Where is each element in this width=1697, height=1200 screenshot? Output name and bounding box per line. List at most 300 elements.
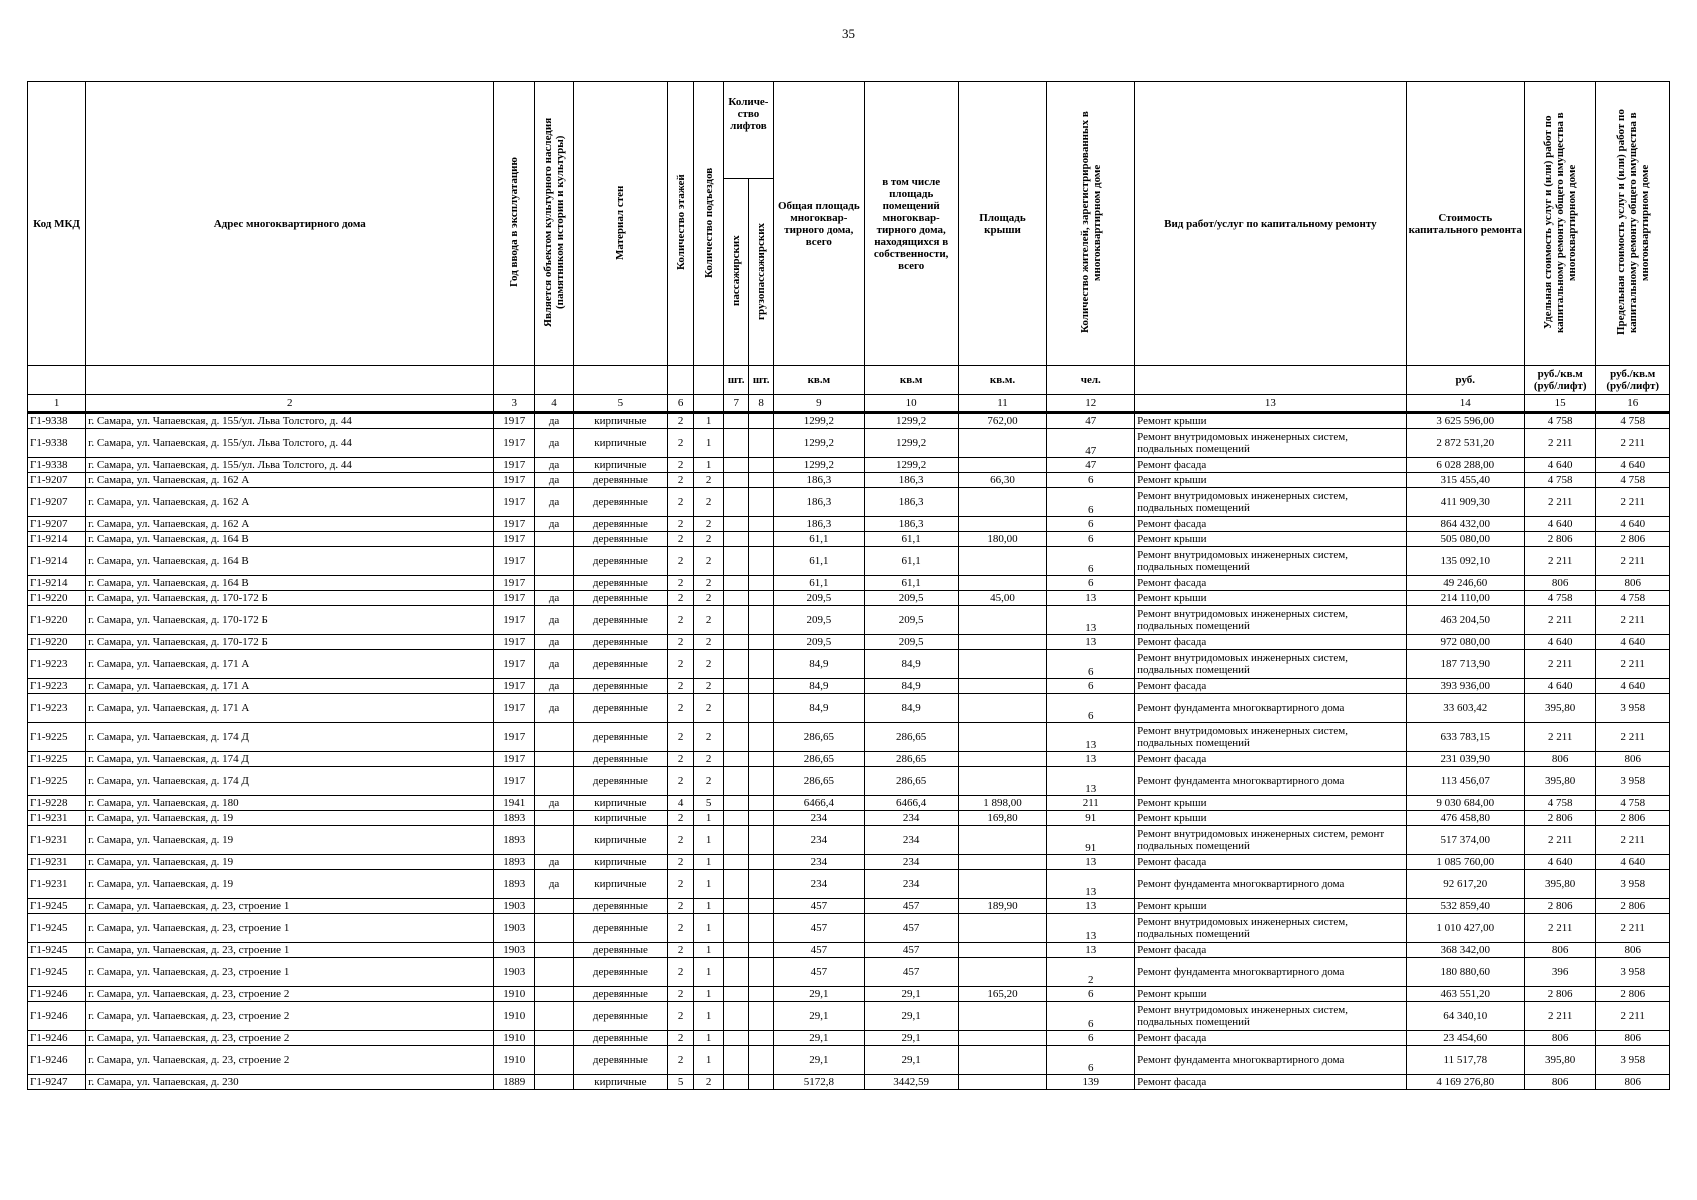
cell-roof-area: 169,80 bbox=[958, 811, 1047, 826]
cell-heritage: да bbox=[535, 488, 574, 517]
cell-residents: 91 bbox=[1047, 811, 1135, 826]
header-lifts-passenger: пассажирских bbox=[723, 179, 749, 366]
cell-residents: 139 bbox=[1047, 1075, 1135, 1090]
cell-limit-cost: 2 806 bbox=[1596, 987, 1670, 1002]
cell-work-type: Ремонт фасада bbox=[1135, 855, 1406, 870]
cell-address: г. Самара, ул. Чапаевская, д. 174 Д bbox=[86, 767, 494, 796]
cell-unit-cost: 806 bbox=[1524, 752, 1595, 767]
cell-cost: 1 010 427,00 bbox=[1406, 914, 1524, 943]
cell-lifts-passenger bbox=[723, 458, 749, 473]
cell-unit-cost: 2 211 bbox=[1524, 547, 1595, 576]
cell-code: Г1-9225 bbox=[28, 723, 86, 752]
cell-total-area: 209,5 bbox=[773, 606, 864, 635]
cell-entrances: 1 bbox=[694, 958, 724, 987]
cell-total-area: 186,3 bbox=[773, 473, 864, 488]
header-total-area: Общая площадь многоквар-тирного дома, всего bbox=[773, 82, 864, 366]
cell-total-area: 1299,2 bbox=[773, 429, 864, 458]
header-floors: Количество этажей bbox=[667, 82, 694, 366]
cell-lifts-passenger bbox=[723, 429, 749, 458]
cell-heritage: да bbox=[535, 679, 574, 694]
column-number: 12 bbox=[1047, 395, 1135, 413]
cell-address: г. Самара, ул. Чапаевская, д. 23, строение 1 bbox=[86, 899, 494, 914]
cell-cost: 393 936,00 bbox=[1406, 679, 1524, 694]
cell-unit-cost: 4 758 bbox=[1524, 473, 1595, 488]
cell-lifts-freight bbox=[749, 517, 773, 532]
unit-wall bbox=[573, 366, 667, 395]
cell-roof-area bbox=[958, 650, 1047, 679]
cell-code: Г1-9338 bbox=[28, 458, 86, 473]
cell-heritage bbox=[535, 1031, 574, 1046]
cell-unit-cost: 806 bbox=[1524, 1031, 1595, 1046]
cell-code: Г1-9338 bbox=[28, 429, 86, 458]
unit-floors bbox=[667, 366, 694, 395]
cell-cost: 214 110,00 bbox=[1406, 591, 1524, 606]
cell-limit-cost: 806 bbox=[1596, 1075, 1670, 1090]
unit-lifts-passenger: шт. bbox=[723, 366, 749, 395]
cell-entrances: 2 bbox=[694, 473, 724, 488]
cell-code: Г1-9220 bbox=[28, 606, 86, 635]
cell-roof-area bbox=[958, 1046, 1047, 1075]
cell-work-type: Ремонт фундамента многоквартирного дома bbox=[1135, 1046, 1406, 1075]
header-roof-area: Площадь крыши bbox=[958, 82, 1047, 366]
cell-year: 1893 bbox=[494, 826, 535, 855]
cell-work-type: Ремонт фасада bbox=[1135, 458, 1406, 473]
cell-address: г. Самара, ул. Чапаевская, д. 174 Д bbox=[86, 723, 494, 752]
cell-heritage bbox=[535, 723, 574, 752]
cell-total-area: 286,65 bbox=[773, 723, 864, 752]
cell-year: 1903 bbox=[494, 943, 535, 958]
column-number: 15 bbox=[1524, 395, 1595, 413]
cell-residents: 47 bbox=[1047, 413, 1135, 429]
cell-address: г. Самара, ул. Чапаевская, д. 23, строение 2 bbox=[86, 1002, 494, 1031]
cell-work-type: Ремонт фасада bbox=[1135, 679, 1406, 694]
cell-unit-cost: 806 bbox=[1524, 943, 1595, 958]
cell-code: Г1-9223 bbox=[28, 650, 86, 679]
cell-roof-area bbox=[958, 547, 1047, 576]
cell-roof-area bbox=[958, 767, 1047, 796]
cell-heritage bbox=[535, 899, 574, 914]
cell-roof-area bbox=[958, 826, 1047, 855]
cell-floors: 4 bbox=[667, 796, 694, 811]
cell-lifts-passenger bbox=[723, 723, 749, 752]
cell-cost: 9 030 684,00 bbox=[1406, 796, 1524, 811]
cell-residents: 211 bbox=[1047, 796, 1135, 811]
cell-address: г. Самара, ул. Чапаевская, д. 23, строение 1 bbox=[86, 958, 494, 987]
cell-heritage: да bbox=[535, 606, 574, 635]
cell-heritage bbox=[535, 1002, 574, 1031]
cell-work-type: Ремонт фасада bbox=[1135, 943, 1406, 958]
table-row bbox=[28, 606, 1670, 635]
cell-limit-cost: 4 640 bbox=[1596, 517, 1670, 532]
cell-cost: 864 432,00 bbox=[1406, 517, 1524, 532]
cell-year: 1917 bbox=[494, 517, 535, 532]
unit-address bbox=[86, 366, 494, 395]
cell-lifts-passenger bbox=[723, 855, 749, 870]
cell-limit-cost: 2 211 bbox=[1596, 547, 1670, 576]
cell-floors: 2 bbox=[667, 635, 694, 650]
cell-owned-area: 457 bbox=[864, 943, 958, 958]
table-row bbox=[28, 488, 1670, 517]
cell-wall: деревянные bbox=[573, 547, 667, 576]
cell-code: Г1-9223 bbox=[28, 679, 86, 694]
cell-owned-area: 29,1 bbox=[864, 1031, 958, 1046]
cell-year: 1893 bbox=[494, 870, 535, 899]
cell-lifts-passenger bbox=[723, 870, 749, 899]
cell-lifts-passenger bbox=[723, 547, 749, 576]
cell-year: 1917 bbox=[494, 679, 535, 694]
cell-work-type: Ремонт внутридомовых инженерных систем, подвальных помещений bbox=[1135, 1002, 1406, 1031]
cell-unit-cost: 396 bbox=[1524, 958, 1595, 987]
cell-entrances: 1 bbox=[694, 1002, 724, 1031]
cell-cost: 2 872 531,20 bbox=[1406, 429, 1524, 458]
cell-total-area: 286,65 bbox=[773, 767, 864, 796]
cell-limit-cost: 2 211 bbox=[1596, 914, 1670, 943]
cell-year: 1917 bbox=[494, 635, 535, 650]
cell-lifts-passenger bbox=[723, 1046, 749, 1075]
cell-cost: 11 517,78 bbox=[1406, 1046, 1524, 1075]
cell-owned-area: 61,1 bbox=[864, 547, 958, 576]
cell-heritage bbox=[535, 914, 574, 943]
cell-floors: 2 bbox=[667, 958, 694, 987]
cell-year: 1917 bbox=[494, 767, 535, 796]
table-row bbox=[28, 1031, 1670, 1046]
cell-code: Г1-9207 bbox=[28, 473, 86, 488]
column-number: 3 bbox=[494, 395, 535, 413]
cell-work-type: Ремонт крыши bbox=[1135, 591, 1406, 606]
cell-year: 1903 bbox=[494, 899, 535, 914]
unit-work-type bbox=[1135, 366, 1406, 395]
cell-unit-cost: 395,80 bbox=[1524, 767, 1595, 796]
cell-limit-cost: 806 bbox=[1596, 1031, 1670, 1046]
cell-roof-area bbox=[958, 576, 1047, 591]
cell-heritage: да bbox=[535, 650, 574, 679]
cell-cost: 135 092,10 bbox=[1406, 547, 1524, 576]
cell-address: г. Самара, ул. Чапаевская, д. 171 А bbox=[86, 650, 494, 679]
cell-residents: 13 bbox=[1047, 767, 1135, 796]
table-row bbox=[28, 1002, 1670, 1031]
cell-residents: 6 bbox=[1047, 488, 1135, 517]
unit-limit-cost: руб./кв.м (руб/лифт) bbox=[1596, 366, 1670, 395]
table-row bbox=[28, 958, 1670, 987]
cell-wall: деревянные bbox=[573, 650, 667, 679]
cell-residents: 6 bbox=[1047, 576, 1135, 591]
cell-year: 1910 bbox=[494, 987, 535, 1002]
cell-year: 1917 bbox=[494, 473, 535, 488]
cell-roof-area bbox=[958, 517, 1047, 532]
cell-total-area: 61,1 bbox=[773, 532, 864, 547]
cell-entrances: 2 bbox=[694, 576, 724, 591]
cell-work-type: Ремонт внутридомовых инженерных систем, подвальных помещений bbox=[1135, 429, 1406, 458]
cell-code: Г1-9231 bbox=[28, 870, 86, 899]
cell-lifts-freight bbox=[749, 635, 773, 650]
column-number: 2 bbox=[86, 395, 494, 413]
cell-lifts-freight bbox=[749, 547, 773, 576]
cell-lifts-passenger bbox=[723, 752, 749, 767]
cell-lifts-freight bbox=[749, 606, 773, 635]
cell-total-area: 5172,8 bbox=[773, 1075, 864, 1090]
cell-year: 1917 bbox=[494, 532, 535, 547]
table-row bbox=[28, 987, 1670, 1002]
cell-unit-cost: 806 bbox=[1524, 576, 1595, 591]
table-row bbox=[28, 532, 1670, 547]
cell-wall: кирпичные bbox=[573, 826, 667, 855]
cell-floors: 2 bbox=[667, 767, 694, 796]
cell-code: Г1-9247 bbox=[28, 1075, 86, 1090]
cell-lifts-passenger bbox=[723, 1031, 749, 1046]
cell-wall: деревянные bbox=[573, 1002, 667, 1031]
cell-address: г. Самара, ул. Чапаевская, д. 162 А bbox=[86, 517, 494, 532]
cell-year: 1917 bbox=[494, 650, 535, 679]
cell-entrances: 5 bbox=[694, 796, 724, 811]
cell-residents: 13 bbox=[1047, 943, 1135, 958]
unit-owned-area: кв.м bbox=[864, 366, 958, 395]
cell-unit-cost: 2 806 bbox=[1524, 532, 1595, 547]
cell-wall: деревянные bbox=[573, 635, 667, 650]
cell-total-area: 84,9 bbox=[773, 694, 864, 723]
cell-total-area: 234 bbox=[773, 870, 864, 899]
table-row bbox=[28, 458, 1670, 473]
cell-residents: 6 bbox=[1047, 547, 1135, 576]
cell-heritage bbox=[535, 576, 574, 591]
cell-unit-cost: 2 211 bbox=[1524, 488, 1595, 517]
cell-code: Г1-9245 bbox=[28, 899, 86, 914]
cell-wall: деревянные bbox=[573, 752, 667, 767]
cell-cost: 972 080,00 bbox=[1406, 635, 1524, 650]
table-row bbox=[28, 413, 1670, 429]
cell-owned-area: 457 bbox=[864, 958, 958, 987]
cell-address: г. Самара, ул. Чапаевская, д. 164 В bbox=[86, 547, 494, 576]
cell-limit-cost: 3 958 bbox=[1596, 1046, 1670, 1075]
cell-residents: 6 bbox=[1047, 532, 1135, 547]
cell-work-type: Ремонт крыши bbox=[1135, 811, 1406, 826]
cell-code: Г1-9223 bbox=[28, 694, 86, 723]
cell-entrances: 1 bbox=[694, 1046, 724, 1075]
cell-work-type: Ремонт внутридомовых инженерных систем, подвальных помещений bbox=[1135, 650, 1406, 679]
cell-total-area: 457 bbox=[773, 899, 864, 914]
cell-floors: 2 bbox=[667, 855, 694, 870]
header-residents: Количество жителей, зарегистрированных в многоквартирном доме bbox=[1047, 82, 1135, 366]
cell-residents: 13 bbox=[1047, 752, 1135, 767]
cell-entrances: 2 bbox=[694, 591, 724, 606]
cell-floors: 2 bbox=[667, 899, 694, 914]
cell-year: 1941 bbox=[494, 796, 535, 811]
cell-code: Г1-9228 bbox=[28, 796, 86, 811]
cell-entrances: 2 bbox=[694, 547, 724, 576]
cell-year: 1910 bbox=[494, 1002, 535, 1031]
table-row bbox=[28, 591, 1670, 606]
cell-lifts-freight bbox=[749, 811, 773, 826]
cell-residents: 6 bbox=[1047, 1046, 1135, 1075]
cell-year: 1917 bbox=[494, 606, 535, 635]
cell-residents: 13 bbox=[1047, 606, 1135, 635]
cell-work-type: Ремонт фундамента многоквартирного дома bbox=[1135, 870, 1406, 899]
cell-residents: 6 bbox=[1047, 1002, 1135, 1031]
cell-total-area: 61,1 bbox=[773, 576, 864, 591]
cell-cost: 517 374,00 bbox=[1406, 826, 1524, 855]
cell-floors: 2 bbox=[667, 1031, 694, 1046]
cell-code: Г1-9246 bbox=[28, 987, 86, 1002]
cell-address: г. Самара, ул. Чапаевская, д. 23, строение 2 bbox=[86, 1046, 494, 1075]
cell-roof-area bbox=[958, 914, 1047, 943]
cell-residents: 2 bbox=[1047, 958, 1135, 987]
unit-entrances bbox=[694, 366, 724, 395]
cell-cost: 6 028 288,00 bbox=[1406, 458, 1524, 473]
cell-code: Г1-9245 bbox=[28, 958, 86, 987]
unit-cost: руб. bbox=[1406, 366, 1524, 395]
header-work-type: Вид работ/услуг по капитальному ремонту bbox=[1135, 82, 1406, 366]
cell-limit-cost: 2 211 bbox=[1596, 650, 1670, 679]
cell-heritage bbox=[535, 826, 574, 855]
cell-unit-cost: 4 640 bbox=[1524, 855, 1595, 870]
cell-roof-area bbox=[958, 488, 1047, 517]
table-row bbox=[28, 811, 1670, 826]
table-row bbox=[28, 517, 1670, 532]
table-row bbox=[28, 635, 1670, 650]
header-limit-cost: Предельная стоимость услуг и (или) работ по капитальному ремонту общего имущества в многоквартирном доме bbox=[1596, 82, 1670, 366]
cell-floors: 2 bbox=[667, 650, 694, 679]
cell-owned-area: 29,1 bbox=[864, 987, 958, 1002]
cell-owned-area: 84,9 bbox=[864, 650, 958, 679]
cell-heritage bbox=[535, 943, 574, 958]
cell-cost: 463 204,50 bbox=[1406, 606, 1524, 635]
cell-wall: деревянные bbox=[573, 987, 667, 1002]
cell-residents: 6 bbox=[1047, 679, 1135, 694]
cell-year: 1917 bbox=[494, 458, 535, 473]
cell-heritage: да bbox=[535, 517, 574, 532]
cell-address: г. Самара, ул. Чапаевская, д. 174 Д bbox=[86, 752, 494, 767]
cell-roof-area bbox=[958, 1075, 1047, 1090]
cell-lifts-passenger bbox=[723, 958, 749, 987]
cell-wall: кирпичные bbox=[573, 855, 667, 870]
cell-lifts-freight bbox=[749, 532, 773, 547]
cell-owned-area: 29,1 bbox=[864, 1002, 958, 1031]
cell-roof-area bbox=[958, 429, 1047, 458]
cell-address: г. Самара, ул. Чапаевская, д. 162 А bbox=[86, 488, 494, 517]
cell-cost: 92 617,20 bbox=[1406, 870, 1524, 899]
cell-address: г. Самара, ул. Чапаевская, д. 19 bbox=[86, 870, 494, 899]
unit-total-area: кв.м bbox=[773, 366, 864, 395]
cell-work-type: Ремонт крыши bbox=[1135, 987, 1406, 1002]
cell-lifts-freight bbox=[749, 473, 773, 488]
cell-entrances: 1 bbox=[694, 413, 724, 429]
cell-total-area: 6466,4 bbox=[773, 796, 864, 811]
unit-lifts-freight: шт. bbox=[749, 366, 773, 395]
cell-code: Г1-9207 bbox=[28, 517, 86, 532]
cell-heritage bbox=[535, 752, 574, 767]
cell-work-type: Ремонт фундамента многоквартирного дома bbox=[1135, 958, 1406, 987]
cell-year: 1917 bbox=[494, 752, 535, 767]
cell-limit-cost: 2 211 bbox=[1596, 429, 1670, 458]
cell-code: Г1-9245 bbox=[28, 914, 86, 943]
table-row bbox=[28, 679, 1670, 694]
table-row bbox=[28, 767, 1670, 796]
cell-total-area: 186,3 bbox=[773, 488, 864, 517]
cell-floors: 2 bbox=[667, 1002, 694, 1031]
cell-lifts-passenger bbox=[723, 576, 749, 591]
cell-code: Г1-9246 bbox=[28, 1002, 86, 1031]
cell-limit-cost: 4 758 bbox=[1596, 796, 1670, 811]
cell-work-type: Ремонт внутридомовых инженерных систем, подвальных помещений bbox=[1135, 914, 1406, 943]
cell-lifts-passenger bbox=[723, 694, 749, 723]
cell-entrances: 1 bbox=[694, 429, 724, 458]
column-number bbox=[694, 395, 724, 413]
cell-total-area: 286,65 bbox=[773, 752, 864, 767]
cell-residents: 13 bbox=[1047, 591, 1135, 606]
table-row bbox=[28, 723, 1670, 752]
cell-work-type: Ремонт крыши bbox=[1135, 473, 1406, 488]
header-lifts-freight: грузопассажирских bbox=[749, 179, 773, 366]
cell-roof-area bbox=[958, 855, 1047, 870]
cell-cost: 4 169 276,80 bbox=[1406, 1075, 1524, 1090]
cell-address: г. Самара, ул. Чапаевская, д. 180 bbox=[86, 796, 494, 811]
cell-wall: деревянные bbox=[573, 1031, 667, 1046]
cell-owned-area: 457 bbox=[864, 899, 958, 914]
cell-year: 1910 bbox=[494, 1031, 535, 1046]
cell-roof-area bbox=[958, 943, 1047, 958]
cell-wall: деревянные bbox=[573, 517, 667, 532]
cell-total-area: 209,5 bbox=[773, 635, 864, 650]
cell-entrances: 1 bbox=[694, 870, 724, 899]
cell-wall: деревянные bbox=[573, 606, 667, 635]
cell-code: Г1-9246 bbox=[28, 1031, 86, 1046]
cell-lifts-passenger bbox=[723, 826, 749, 855]
cell-wall: деревянные bbox=[573, 576, 667, 591]
cell-code: Г1-9207 bbox=[28, 488, 86, 517]
cell-limit-cost: 4 758 bbox=[1596, 591, 1670, 606]
cell-owned-area: 61,1 bbox=[864, 532, 958, 547]
cell-cost: 1 085 760,00 bbox=[1406, 855, 1524, 870]
cell-lifts-freight bbox=[749, 752, 773, 767]
cell-lifts-passenger bbox=[723, 899, 749, 914]
column-number: 6 bbox=[667, 395, 694, 413]
cell-address: г. Самара, ул. Чапаевская, д. 170-172 Б bbox=[86, 606, 494, 635]
cell-limit-cost: 3 958 bbox=[1596, 767, 1670, 796]
cell-residents: 13 bbox=[1047, 635, 1135, 650]
cell-limit-cost: 3 958 bbox=[1596, 694, 1670, 723]
cell-address: г. Самара, ул. Чапаевская, д. 171 А bbox=[86, 694, 494, 723]
cell-limit-cost: 3 958 bbox=[1596, 870, 1670, 899]
cell-total-area: 457 bbox=[773, 943, 864, 958]
cell-heritage bbox=[535, 532, 574, 547]
cell-wall: кирпичные bbox=[573, 413, 667, 429]
cell-limit-cost: 4 640 bbox=[1596, 679, 1670, 694]
cell-lifts-passenger bbox=[723, 811, 749, 826]
cell-unit-cost: 806 bbox=[1524, 1075, 1595, 1090]
cell-roof-area bbox=[958, 694, 1047, 723]
cell-wall: кирпичные bbox=[573, 870, 667, 899]
cell-code: Г1-9231 bbox=[28, 811, 86, 826]
cell-year: 1893 bbox=[494, 811, 535, 826]
cell-unit-cost: 4 640 bbox=[1524, 679, 1595, 694]
cell-lifts-freight bbox=[749, 1031, 773, 1046]
cell-wall: деревянные bbox=[573, 899, 667, 914]
cell-entrances: 2 bbox=[694, 488, 724, 517]
cell-floors: 2 bbox=[667, 488, 694, 517]
cell-owned-area: 1299,2 bbox=[864, 413, 958, 429]
cell-lifts-freight bbox=[749, 413, 773, 429]
cell-floors: 2 bbox=[667, 987, 694, 1002]
cell-year: 1917 bbox=[494, 429, 535, 458]
cell-floors: 2 bbox=[667, 517, 694, 532]
cell-address: г. Самара, ул. Чапаевская, д. 164 В bbox=[86, 576, 494, 591]
cell-total-area: 186,3 bbox=[773, 517, 864, 532]
cell-floors: 2 bbox=[667, 811, 694, 826]
cell-lifts-passenger bbox=[723, 679, 749, 694]
cell-unit-cost: 4 640 bbox=[1524, 458, 1595, 473]
cell-unit-cost: 2 211 bbox=[1524, 429, 1595, 458]
cell-code: Г1-9225 bbox=[28, 767, 86, 796]
cell-cost: 505 080,00 bbox=[1406, 532, 1524, 547]
